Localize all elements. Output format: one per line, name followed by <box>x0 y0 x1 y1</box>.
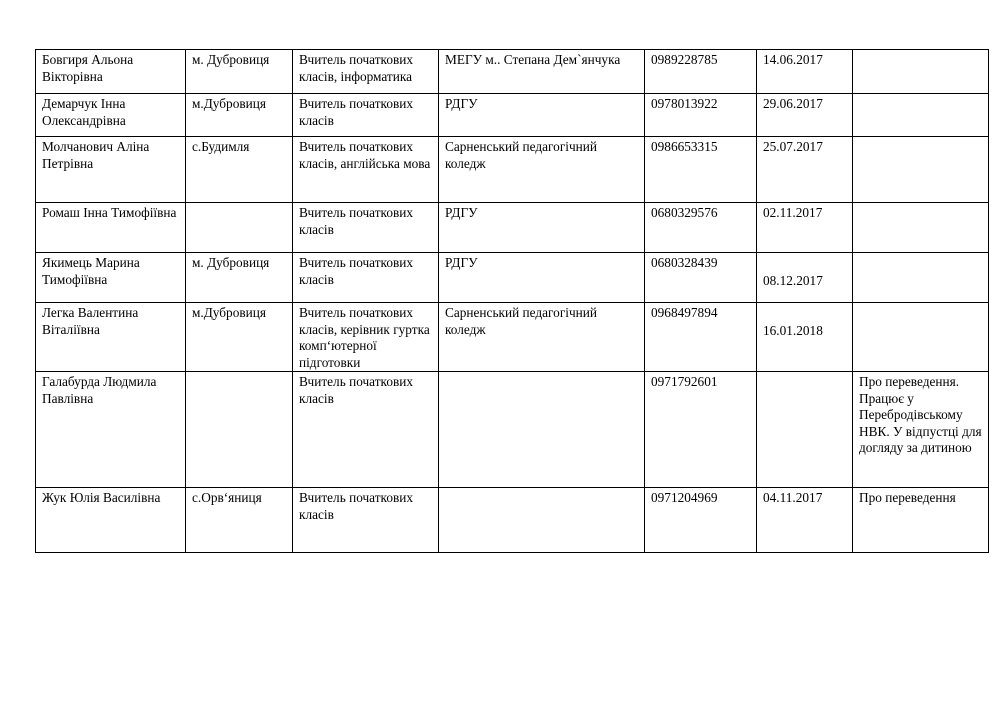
table-row <box>36 137 989 203</box>
cell-position: Вчитель початкових класів <box>293 94 439 137</box>
cell-date <box>757 253 853 303</box>
cell-name: Бовгиря Альона Вікторівна <box>36 50 186 94</box>
cell-date: 25.07.2017 <box>757 137 853 203</box>
cell-name: Молчанович Аліна Петрівна <box>36 137 186 203</box>
cell-note <box>853 94 989 137</box>
cell-place <box>186 372 293 488</box>
cell-place: м. Дубровиця <box>186 253 293 303</box>
cell-position: Вчитель початкових класів, англійська мова <box>293 137 439 203</box>
cell-note <box>853 253 989 303</box>
staff-table <box>35 49 989 553</box>
cell-place: м. Дубровиця <box>186 50 293 94</box>
cell-date: 02.11.2017 <box>757 203 853 253</box>
cell-education: РДГУ <box>439 253 645 303</box>
cell-name: Галабурда Людмила Павлівна <box>36 372 186 488</box>
cell-note <box>853 303 989 372</box>
cell-date <box>757 372 853 488</box>
cell-place: с.Орв‘яниця <box>186 488 293 553</box>
cell-education: МЕГУ м.. Степана Дем`янчука <box>439 50 645 94</box>
cell-phone: 0989228785 <box>645 50 757 94</box>
cell-note <box>853 137 989 203</box>
cell-phone: 0971204969 <box>645 488 757 553</box>
cell-date: 14.06.2017 <box>757 50 853 94</box>
table-row <box>36 253 989 303</box>
cell-education: Сарненський педагогічний коледж <box>439 303 645 372</box>
cell-phone: 0680328439 <box>645 253 757 303</box>
date-text: 08.12.2017 <box>763 273 823 288</box>
cell-note <box>853 203 989 253</box>
cell-name: Якимець Марина Тимофіївна <box>36 253 186 303</box>
cell-note <box>853 50 989 94</box>
cell-date <box>757 303 853 372</box>
cell-position: Вчитель початкових класів <box>293 372 439 488</box>
cell-name: Ромаш Інна Тимофіївна <box>36 203 186 253</box>
cell-phone: 0971792601 <box>645 372 757 488</box>
cell-education <box>439 488 645 553</box>
cell-position: Вчитель початкових класів <box>293 203 439 253</box>
cell-name: Демарчук Інна Олександрівна <box>36 94 186 137</box>
cell-education: РДГУ <box>439 203 645 253</box>
cell-date: 04.11.2017 <box>757 488 853 553</box>
table-row <box>36 50 989 94</box>
table-row <box>36 303 989 372</box>
cell-position: Вчитель початкових класів <box>293 253 439 303</box>
cell-place: с.Будимля <box>186 137 293 203</box>
table-row <box>36 488 989 553</box>
date-text: 16.01.2018 <box>763 323 823 338</box>
cell-place: м.Дубровиця <box>186 94 293 137</box>
cell-position: Вчитель початкових класів <box>293 488 439 553</box>
cell-place <box>186 203 293 253</box>
cell-note: Про переведення <box>853 488 989 553</box>
cell-education: РДГУ <box>439 94 645 137</box>
cell-note: Про переведення. Працює у Перебродівському НВК. У відпустці для догляду за дитиною <box>853 372 989 488</box>
cell-position: Вчитель початкових класів, інформатика <box>293 50 439 94</box>
cell-education <box>439 372 645 488</box>
cell-name: Жук Юлія Василівна <box>36 488 186 553</box>
cell-name: Легка Валентина Віталіївна <box>36 303 186 372</box>
cell-phone: 0680329576 <box>645 203 757 253</box>
cell-date: 29.06.2017 <box>757 94 853 137</box>
cell-phone: 0986653315 <box>645 137 757 203</box>
cell-phone: 0978013922 <box>645 94 757 137</box>
cell-place: м.Дубровиця <box>186 303 293 372</box>
cell-phone: 0968497894 <box>645 303 757 372</box>
table-row <box>36 94 989 137</box>
cell-education: Сарненський педагогічний коледж <box>439 137 645 203</box>
table-row <box>36 203 989 253</box>
cell-position: Вчитель початкових класів, керівник гуртка комп‘ютерної підготовки <box>293 303 439 372</box>
table-row <box>36 372 989 488</box>
